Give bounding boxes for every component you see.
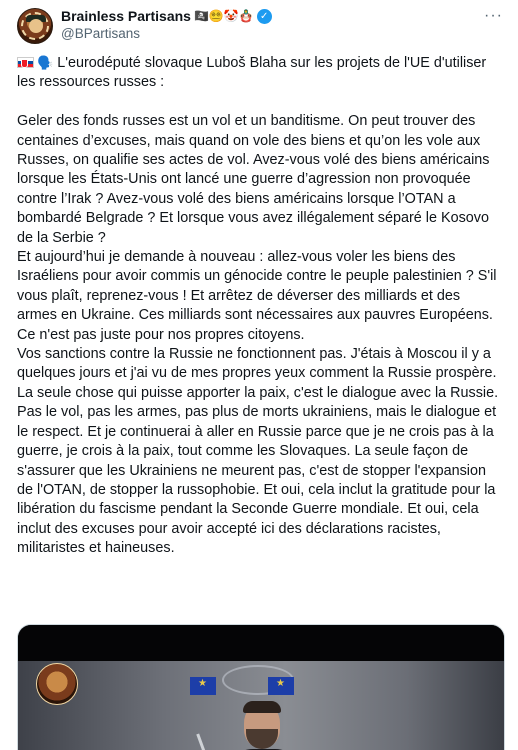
tweet-intro: 🗣️ L'eurodéputé slovaque Luboš Blaha sur les projets de l'UE d'utiliser les ressources russes : xyxy=(17,55,487,91)
verified-badge-icon[interactable]: ✓ xyxy=(257,9,272,24)
tweet-paragraph: Geler des fonds russes est un vol et un banditisme. On peut trouver des centaines d’excuses, mais quand on vole des biens et qu’on les vole aux Russes, on qualifie ses actes de vol. Avez-vous volé des biens américains lorsque les États-Unis ont lancé une guerre d’agression non provoquée contre l’Irak ? Avez-vous volé des biens américains lorsque l’OTAN a bombardé Belgrade ? Et lorsque vous avez illégalement séparé le Kosovo de la Serbie ? xyxy=(17,113,490,246)
name-emojis: 🏴‍☠️😵‍💫🤡🪆 xyxy=(193,9,254,23)
display-name[interactable]: Brainless Partisans xyxy=(61,8,191,24)
speaking-head-icon: 🗣️ xyxy=(37,55,54,70)
author-names xyxy=(61,7,272,41)
eu-flag-icon xyxy=(268,677,294,695)
slovakia-flag-icon xyxy=(17,57,34,68)
user-handle[interactable]: @BPartisans xyxy=(61,26,140,41)
channel-logo xyxy=(36,663,78,705)
tweet-text xyxy=(17,53,501,559)
tweet-paragraph: La seule chose qui puisse apporter la paix, c'est le dialogue avec la Russie. Pas le vol, pas les armes, pas plus de morts ukrainiens, mais le dialogue et le respect. Et je continuerai à aller en Russie parce que je ne crois pas à la guerre, je crois à la paix, tout comme les Slovaques. La seule façon de s'assurer que les Ukrainiens ne meurent pas, c'est de stopper l'expansion de l'OTAN, de stopper la russophobie. Et oui, cela inclut la gratitude pour la libération du fascisme pendant la Seconde Guerre mondiale. Et oui, cela inclut des excuses pour avoir accepté ici des déclarations racistes, militaristes et haineuses. xyxy=(17,384,499,557)
eu-flag-icon xyxy=(190,677,216,695)
avatar[interactable] xyxy=(17,8,53,44)
tweet-paragraph: Et aujourd’hui je demande à nouveau : allez-vous voler les biens des Israéliens pour avoir commis un génocide contre le peuple palestinien ? S'il vous plaît, reprenez-vous ! Et arrêtez de déverser des milliards et des armes en Ukraine. Ces milliards sont nécessaires aux pauvres Européens. Ce n'est pas juste pour nos propres citoyens. xyxy=(17,249,497,343)
video-media[interactable] xyxy=(17,624,505,750)
tweet-header xyxy=(17,5,507,45)
speaker-figure xyxy=(223,703,305,750)
tweet-paragraph: Vos sanctions contre la Russie ne fonctionnent pas. J'étais à Moscou il y a quelques jours et j'ai vu de mes propres yeux comment la Russie prospère. xyxy=(17,346,497,382)
more-options-icon[interactable]: ··· xyxy=(484,7,503,24)
